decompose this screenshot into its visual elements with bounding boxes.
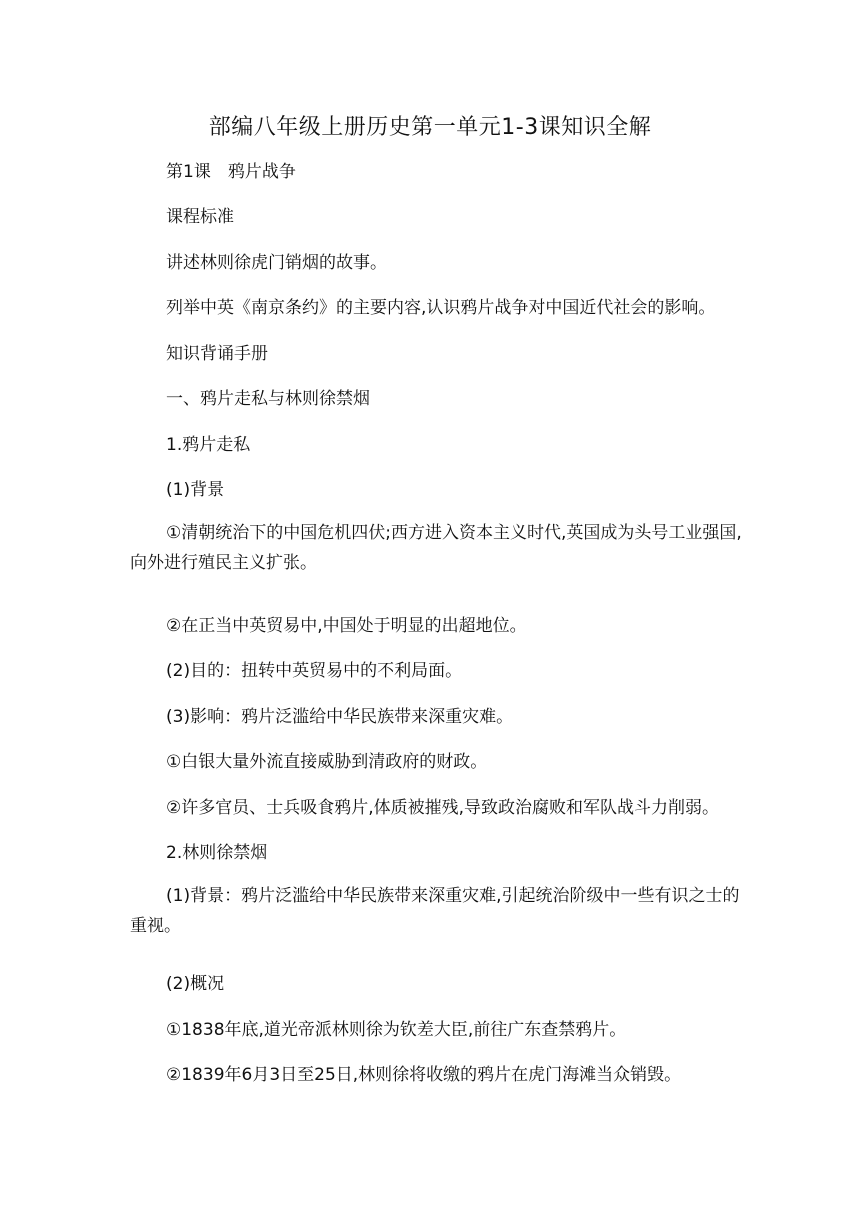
subsection-heading: 2.林则徐禁烟 bbox=[166, 843, 268, 863]
paragraph: (1)背景 bbox=[166, 480, 225, 500]
paragraph: (2)目的：扭转中英贸易中的不利局面。 bbox=[166, 661, 463, 681]
section-heading-handbook: 知识背诵手册 bbox=[166, 344, 268, 364]
section-heading-curriculum: 课程标准 bbox=[166, 207, 234, 227]
paragraph: ①清朝统治下的中国危机四伏;西方进入资本主义时代,英国成为头号工业强国,向外进行殖民主义扩张。 bbox=[130, 523, 742, 573]
paragraph: 列举中英《南京条约》的主要内容,认识鸦片战争对中国近代社会的影响。 bbox=[166, 298, 716, 318]
paragraph: (1)背景：鸦片泛滥给中华民族带来深重灾难,引起统治阶级中一些有识之士的重视。 bbox=[130, 886, 740, 936]
paragraph: 讲述林则徐虎门销烟的故事。 bbox=[166, 253, 387, 273]
paragraph: ②1839年6月3日至25日,林则徐将收缴的鸦片在虎门海滩当众销毁。 bbox=[166, 1065, 682, 1085]
paragraph: ②许多官员、士兵吸食鸦片,体质被摧残,导致政治腐败和军队战斗力削弱。 bbox=[166, 798, 720, 818]
paragraph: ①1838年底,道光帝派林则徐为钦差大臣,前往广东查禁鸦片。 bbox=[166, 1020, 627, 1040]
paragraph: (2)概况 bbox=[166, 974, 225, 994]
document-title: 部编八年级上册历史第一单元1-3课知识全解 bbox=[208, 115, 652, 140]
section-heading: 一、鸦片走私与林则徐禁烟 bbox=[166, 389, 370, 409]
subsection-heading: 1.鸦片走私 bbox=[166, 435, 251, 455]
paragraph: ①白银大量外流直接威胁到清政府的财政。 bbox=[166, 752, 488, 772]
lesson-heading: 第1课 鸦片战争 bbox=[166, 162, 296, 182]
paragraph: ②在正当中英贸易中,中国处于明显的出超地位。 bbox=[166, 616, 527, 636]
paragraph: (3)影响：鸦片泛滥给中华民族带来深重灾难。 bbox=[166, 707, 514, 727]
